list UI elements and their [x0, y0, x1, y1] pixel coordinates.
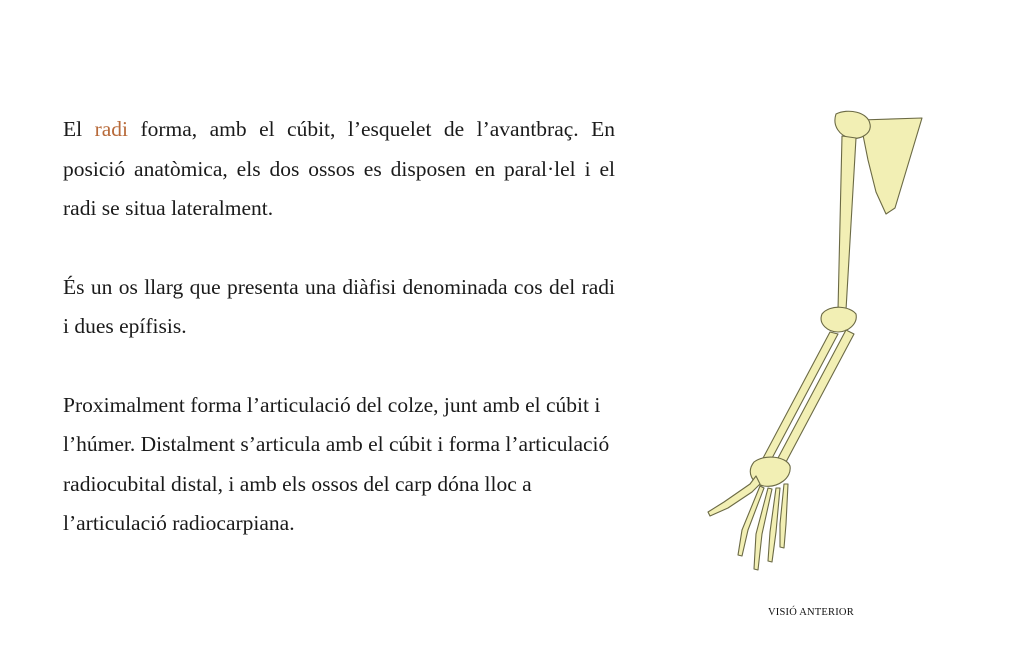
radius-bone [762, 332, 838, 462]
paragraph-1 [63, 110, 615, 229]
radi-highlight[interactable]: radi [94, 117, 128, 141]
body-text [63, 110, 615, 583]
arm-skeleton-illustration [690, 100, 940, 590]
paragraph-2: És un os llarg que presenta una diàfisi denominada cos del radi i dues epífisis. [63, 274, 615, 338]
elbow-joint [821, 307, 856, 332]
humerus-head [835, 111, 870, 138]
figure-caption: VISIÓ ANTERIOR [768, 607, 854, 618]
humerus-bone [838, 136, 856, 310]
arm-bones [708, 111, 922, 570]
paragraph-1-prefix: El [63, 117, 95, 141]
paragraph-3: Proximalment forma l’articulació del colze, junt amb el cúbit i l’húmer. Distalment s’articula amb el cúbit i forma l’articulació radiocubital distal, i amb els ossos del carp dóna lloc a l’articulació radiocarpiana. [63, 392, 610, 535]
paragraph-1-rest: forma, amb el cúbit, l’esquelet de l’avantbraç. En posició anatòmica, els dos ossos es disposen en paral·lel i el radi se situa lateralment. [63, 117, 616, 220]
finger-little [780, 484, 788, 548]
ulna-bone [778, 330, 854, 462]
scapula-bone [860, 118, 922, 214]
